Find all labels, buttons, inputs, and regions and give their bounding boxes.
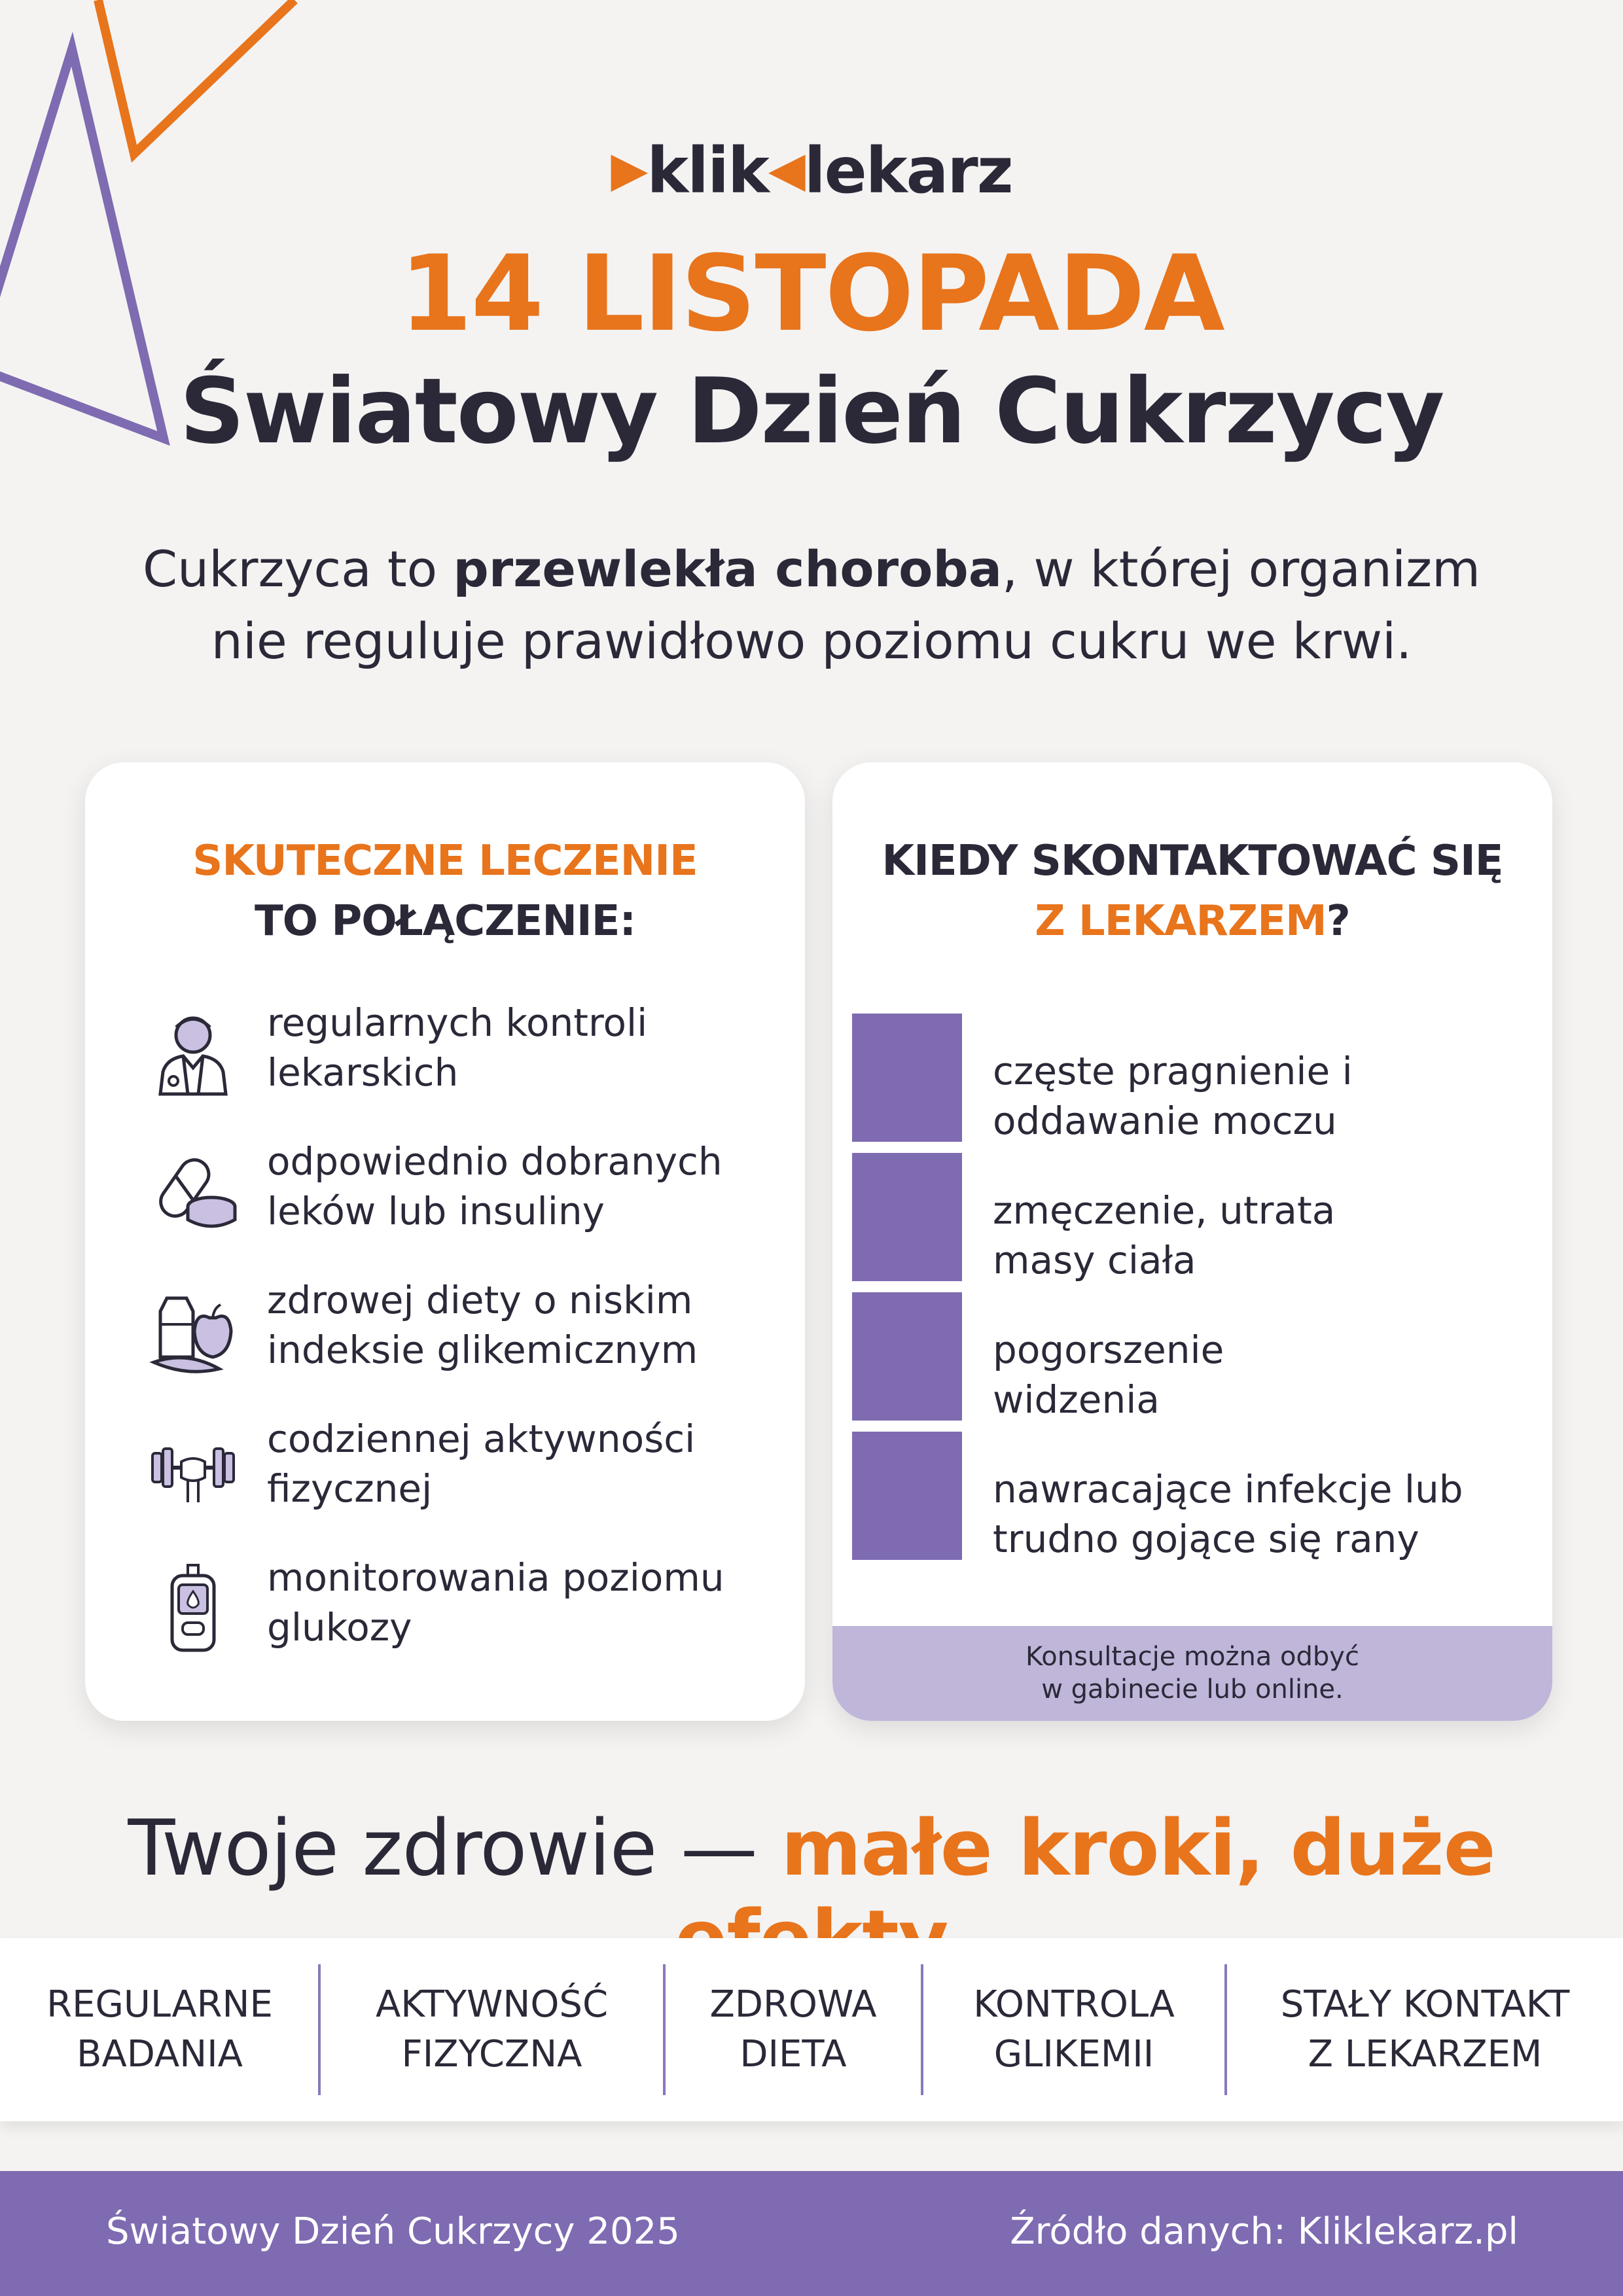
treatment-item-diet xyxy=(85,1275,805,1406)
footer-event: Światowy Dzień Cukrzycy 2025 xyxy=(106,2210,680,2253)
contact-heading-orange: Z LEKARZEM xyxy=(1035,897,1327,945)
footer-source: Źródło danych: Kliklekarz.pl xyxy=(1010,2210,1518,2253)
symptom-item xyxy=(832,1292,1552,1423)
brand-logo xyxy=(0,134,1623,207)
treatment-item-medication xyxy=(85,1137,805,1267)
text-line-1: codziennej aktywności xyxy=(267,1417,696,1461)
symptom-marker xyxy=(852,1014,962,1142)
treatment-item-text xyxy=(267,1414,791,1513)
treatment-item-text xyxy=(267,998,791,1097)
healthy-food-icon xyxy=(147,1285,239,1377)
page-title: Światowy Dzień Cukrzycy xyxy=(179,359,1444,464)
pillar-line-2: DIETA xyxy=(740,2033,847,2075)
text-line-1: odpowiednio dobranych xyxy=(267,1139,722,1184)
text-line-2: trudno gojące się rany xyxy=(993,1517,1419,1561)
text-line-2: lekarskich xyxy=(267,1050,459,1095)
text-line-2: fizycznej xyxy=(267,1466,433,1511)
pillar-line-2: BADANIA xyxy=(77,2033,243,2075)
dumbbell-icon xyxy=(147,1424,239,1515)
event-date: 14 LISTOPADA xyxy=(399,232,1224,355)
contact-heading-end: ? xyxy=(1326,897,1350,945)
symptom-marker xyxy=(852,1432,962,1560)
text-line-2: indeksie glikemicznym xyxy=(267,1328,698,1372)
pillar-line-2: Z LEKARZEM xyxy=(1308,2033,1543,2075)
pillar-item xyxy=(666,1938,921,2121)
contact-heading xyxy=(832,831,1552,951)
contact-heading-line-1: KIEDY SKONTAKTOWAĆ SIĘ xyxy=(882,837,1503,885)
treatment-heading-line-1: SKUTECZNE LECZENIE xyxy=(192,837,698,885)
slogan-part-2: małe kroki, duże xyxy=(781,1803,1495,1893)
treatment-item-monitoring xyxy=(85,1553,805,1684)
pillar-line-1: AKTYWNOŚĆ xyxy=(375,1983,609,2026)
contact-heading-line-2 xyxy=(832,891,1552,951)
treatment-item-text xyxy=(267,1275,791,1375)
consultation-note xyxy=(832,1626,1552,1721)
pillar-line-2: FIZYCZNA xyxy=(401,2033,582,2075)
pillars-bar xyxy=(0,1938,1623,2121)
logo-chevron-right-icon: ▶ xyxy=(611,141,647,198)
intro-line-2: nie reguluje prawidłowo poziomu cukru we krwi. xyxy=(211,612,1412,670)
pillar-line-1: REGULARNE xyxy=(46,1983,273,2026)
treatment-card xyxy=(85,762,805,1721)
treatment-heading xyxy=(85,831,805,951)
text-line-2: widzenia xyxy=(993,1377,1160,1422)
text-line-1: regularnych kontroli xyxy=(267,1000,648,1045)
text-line-1: nawracające infekcje lub xyxy=(993,1467,1463,1511)
glucometer-icon xyxy=(147,1563,239,1654)
logo-text-right: lekarz xyxy=(804,134,1012,207)
note-line-1: Konsultacje można odbyć xyxy=(1026,1642,1359,1672)
pillar-line-1: STAŁY KONTAKT xyxy=(1280,1983,1570,2026)
intro-post: , w której organizm xyxy=(1002,540,1481,598)
treatment-heading-line-2: TO POŁĄCZENIE: xyxy=(254,897,636,945)
text-line-2: masy ciała xyxy=(993,1238,1196,1282)
text-line-1: pogorszenie xyxy=(993,1328,1224,1372)
symptom-text xyxy=(993,1325,1529,1424)
pillar-line-1: KONTROLA xyxy=(973,1983,1175,2026)
text-line-2: glukozy xyxy=(267,1605,412,1650)
intro-pre: Cukrzyca to xyxy=(142,540,454,598)
footer-bar xyxy=(0,2171,1623,2296)
contact-card xyxy=(832,762,1552,1721)
pillar-item xyxy=(1227,1938,1623,2121)
treatment-item-text xyxy=(267,1553,791,1652)
orange-triangle-shape xyxy=(98,0,294,154)
symptom-text xyxy=(993,1464,1529,1564)
logo-chevron-left-icon: ◀ xyxy=(768,141,804,198)
symptom-item xyxy=(832,1153,1552,1284)
text-line-2: oddawanie moczu xyxy=(993,1099,1337,1143)
text-line-1: zmęczenie, utrata xyxy=(993,1188,1336,1233)
pillar-line-2: GLIKEMII xyxy=(993,2033,1154,2075)
symptom-text xyxy=(993,1186,1529,1285)
note-line-2: w gabinecie lub online. xyxy=(1041,1674,1344,1704)
slogan-part-1: Twoje zdrowie — xyxy=(128,1803,781,1893)
text-line-1: częste pragnienie i xyxy=(993,1049,1353,1093)
symptom-item xyxy=(832,1432,1552,1563)
pillar-item xyxy=(0,1938,319,2121)
treatment-item-checkups xyxy=(85,998,805,1129)
logo-text-left: klik xyxy=(647,134,768,207)
treatment-item-text xyxy=(267,1137,791,1236)
text-line-1: monitorowania poziomu xyxy=(267,1555,724,1600)
treatment-item-activity xyxy=(85,1414,805,1545)
pill-icon xyxy=(147,1146,239,1238)
symptom-item xyxy=(832,1014,1552,1144)
intro-line-1 xyxy=(65,533,1558,605)
doctor-icon xyxy=(147,1008,239,1099)
symptom-text xyxy=(993,1046,1529,1146)
text-line-1: zdrowej diety o niskim xyxy=(267,1278,693,1322)
symptom-marker xyxy=(852,1153,962,1281)
intro-text xyxy=(65,533,1558,677)
intro-bold: przewlekła choroba xyxy=(453,540,1003,598)
text-line-2: leków lub insuliny xyxy=(267,1189,605,1233)
pillar-item xyxy=(923,1938,1224,2121)
pillar-item xyxy=(321,1938,663,2121)
symptom-marker xyxy=(852,1292,962,1421)
pillar-line-1: ZDROWA xyxy=(709,1983,877,2026)
